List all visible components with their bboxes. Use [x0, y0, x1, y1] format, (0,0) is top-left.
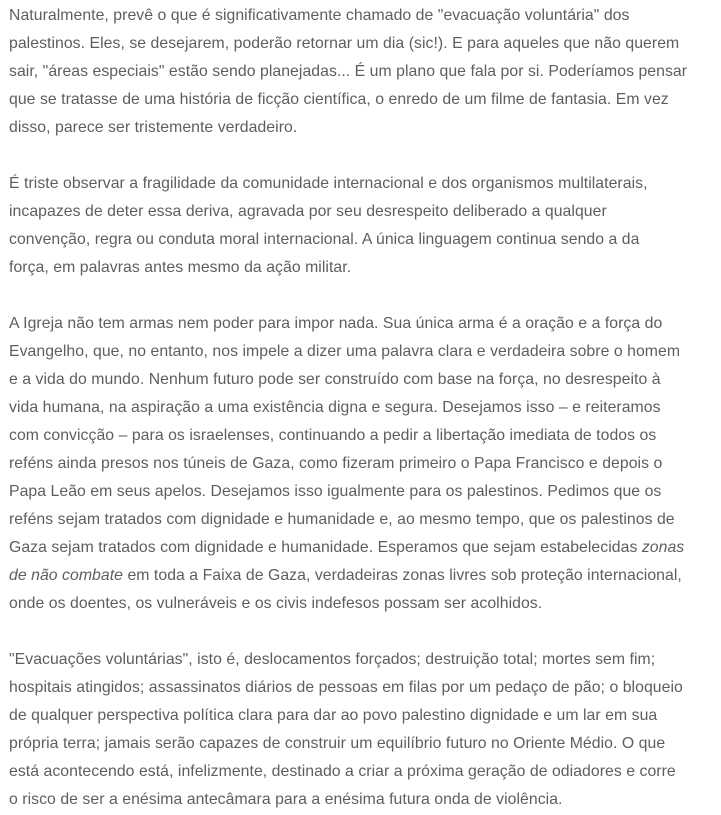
text-segment: "Evacuações voluntárias", isto é, deslocamentos forçados; destruição total; mortes sem fim;: [9, 651, 656, 668]
text-line: [9, 310, 717, 338]
text-line: [9, 170, 717, 198]
text-segment: própria terra; jamais serão capazes de construir um equilíbrio futuro no Oriente Médio. O que: [9, 735, 666, 752]
text-segment: Gaza sejam tratados com dignidade e humanidade. Esperamos que sejam estabelecidas: [9, 539, 642, 556]
text-line: [9, 58, 717, 86]
text-segment: e a vida do mundo. Nenhum futuro pode ser construído com base na força, no desrespeito à: [9, 371, 661, 388]
italic-text-segment: zonas: [641, 539, 685, 556]
text-line: [9, 254, 717, 282]
text-segment: de qualquer perspectiva política clara para dar ao povo palestino dignidade e um lar em sua: [9, 707, 658, 724]
italic-text-segment: de não combate: [9, 567, 123, 584]
text-segment: Papa Leão em seus apelos. Desejamos isso igualmente para os palestinos. Pedimos que os: [9, 483, 662, 500]
text-segment: palestinos. Eles, se desejarem, poderão retornar um dia (sic!). E para aqueles que não querem: [9, 35, 680, 52]
paragraph: [9, 310, 717, 618]
text-segment: sair, "áreas especiais" estão sendo planejadas... É um plano que fala por si. Poderíamos pensar: [9, 63, 688, 80]
text-segment: incapazes de deter essa deriva, agravada por seu desrespeito deliberado a qualquer: [9, 203, 607, 220]
text-segment: disso, parece ser tristemente verdadeiro.: [9, 119, 298, 136]
text-segment: vida humana, na aspiração a uma existência digna e segura. Desejamos isso – e reiteramos: [9, 399, 661, 416]
text-segment: hospitais atingidos; assassinatos diários de pessoas em filas por um pedaço de pão; o bloqueio: [9, 679, 683, 696]
text-line: [9, 590, 717, 618]
text-segment: A Igreja não tem armas nem poder para impor nada. Sua única arma é a oração e a força do: [9, 315, 663, 332]
text-segment: que se tratasse de uma história de ficção científica, o enredo de um filme de fantasia. Em vez: [9, 91, 669, 108]
text-line: [9, 506, 717, 534]
text-line: [9, 198, 717, 226]
paragraph: [9, 646, 717, 814]
paragraph: [9, 170, 717, 282]
text-line: [9, 422, 717, 450]
paragraph: [9, 2, 717, 142]
text-segment: com convicção – para os israelenses, continuando a pedir a libertação imediata de todos os: [9, 427, 657, 444]
text-line: [9, 338, 717, 366]
text-segment: em toda a Faixa de Gaza, verdadeiras zonas livres sob proteção internacional,: [123, 567, 682, 584]
text-segment: onde os doentes, os vulneráveis e os civis indefesos possam ser acolhidos.: [9, 595, 543, 612]
text-line: [9, 674, 717, 702]
text-segment: o risco de ser a enésima antecâmara para a enésima futura onda de violência.: [9, 791, 563, 808]
text-segment: convenção, regra ou conduta moral internacional. A única linguagem continua sendo a da: [9, 231, 640, 248]
text-segment: É triste observar a fragilidade da comunidade internacional e dos organismos multilaterais,: [9, 175, 648, 192]
text-line: [9, 562, 717, 590]
text-line: [9, 478, 717, 506]
text-line: [9, 786, 717, 814]
text-segment: Evangelho, que, no entanto, nos impele a dizer uma palavra clara e verdadeira sobre o homem: [9, 343, 681, 360]
text-segment: reféns sejam tratados com dignidade e humanidade e, ao mesmo tempo, que os palestinos de: [9, 511, 675, 528]
text-line: [9, 450, 717, 478]
text-segment: está acontecendo está, infelizmente, destinado a criar a próxima geração de odiadores e corre: [9, 763, 676, 780]
text-line: [9, 226, 717, 254]
text-line: [9, 86, 717, 114]
text-line: [9, 534, 717, 562]
text-line: [9, 366, 717, 394]
text-segment: força, em palavras antes mesmo da ação militar.: [9, 259, 352, 276]
text-line: [9, 2, 717, 30]
text-line: [9, 646, 717, 674]
text-segment: Naturalmente, prevê o que é significativamente chamado de "evacuação voluntária" dos: [9, 7, 630, 24]
text-line: [9, 114, 717, 142]
text-line: [9, 30, 717, 58]
text-line: [9, 702, 717, 730]
text-line: [9, 758, 717, 786]
text-line: [9, 394, 717, 422]
text-line: [9, 730, 717, 758]
text-segment: reféns ainda presos nos túneis de Gaza, como fizeram primeiro o Papa Francisco e depois o: [9, 455, 663, 472]
